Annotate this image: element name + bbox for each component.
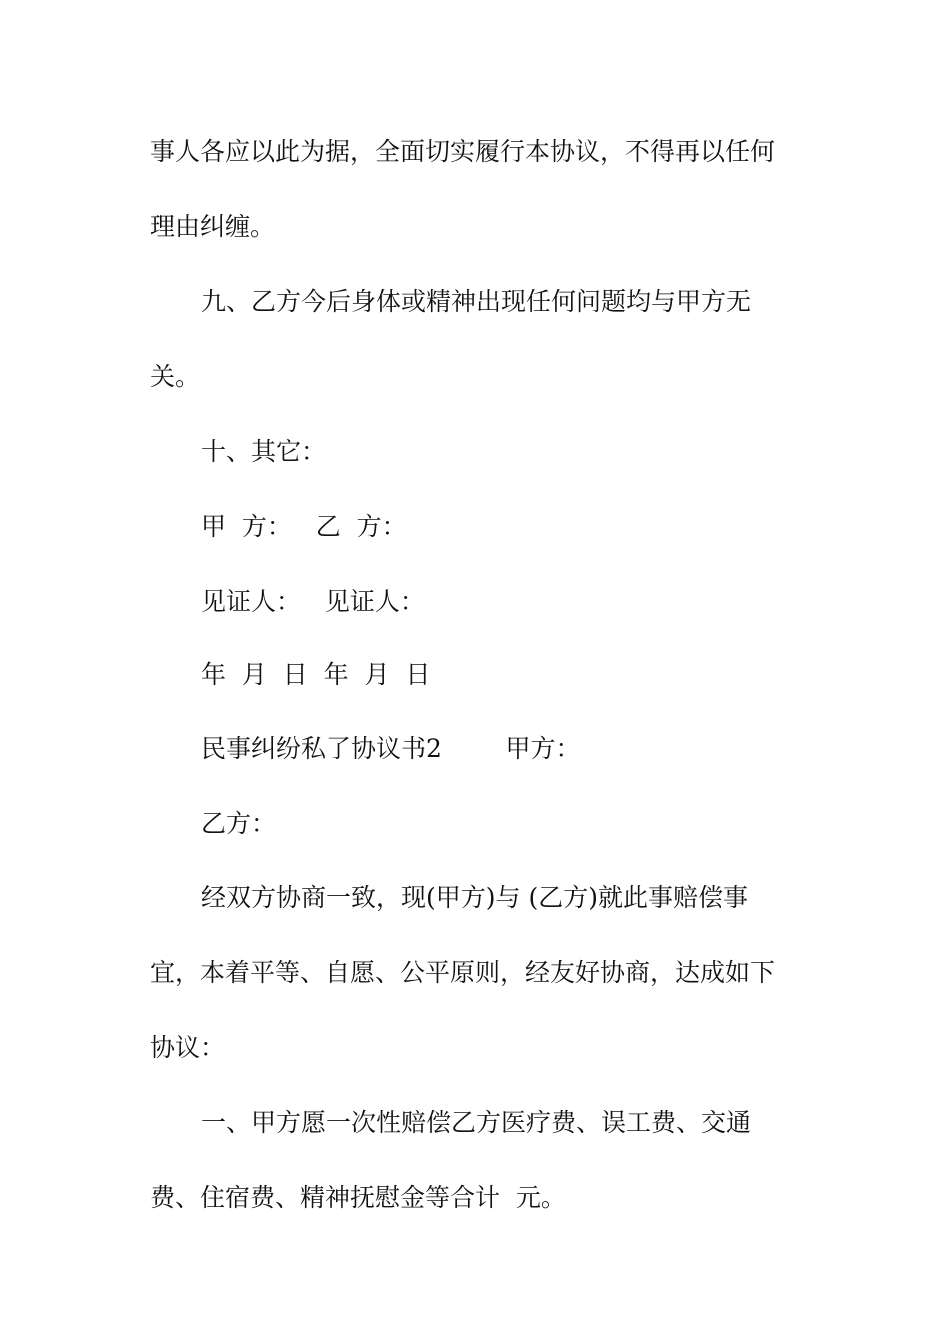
document-heading-line: 民事纠纷私了协议书2 甲方： <box>201 734 581 763</box>
text-line: 理由纠缠。 <box>150 212 276 241</box>
text-line: 事人各应以此为据，全面切实履行本协议，不得再以任何 <box>150 137 776 166</box>
paragraph-start-line: 经双方协商一致，现(甲方)与 (乙方)就此事赔偿事 <box>201 883 748 912</box>
signature-parties-line: 甲 方： 乙 方： <box>201 512 407 541</box>
party-b-line: 乙方： <box>201 809 277 838</box>
text-line: 宜，本着平等、自愿、公平原则，经友好协商，达成如下 <box>150 958 776 987</box>
date-line: 年 月 日 年 月 日 <box>201 660 431 689</box>
text-line: 关。 <box>150 362 201 391</box>
paragraph-start-line: 九、乙方今后身体或精神出现任何问题均与甲方无 <box>201 287 752 316</box>
witness-line: 见证人： 见证人： <box>201 587 425 616</box>
paragraph-start-line: 十、其它： <box>201 437 327 466</box>
text-line: 协议： <box>150 1033 226 1062</box>
text-line: 费、住宿费、精神抚慰金等合计 元。 <box>150 1183 566 1212</box>
paragraph-start-line: 一、甲方愿一次性赔偿乙方医疗费、误工费、交通 <box>201 1108 752 1137</box>
